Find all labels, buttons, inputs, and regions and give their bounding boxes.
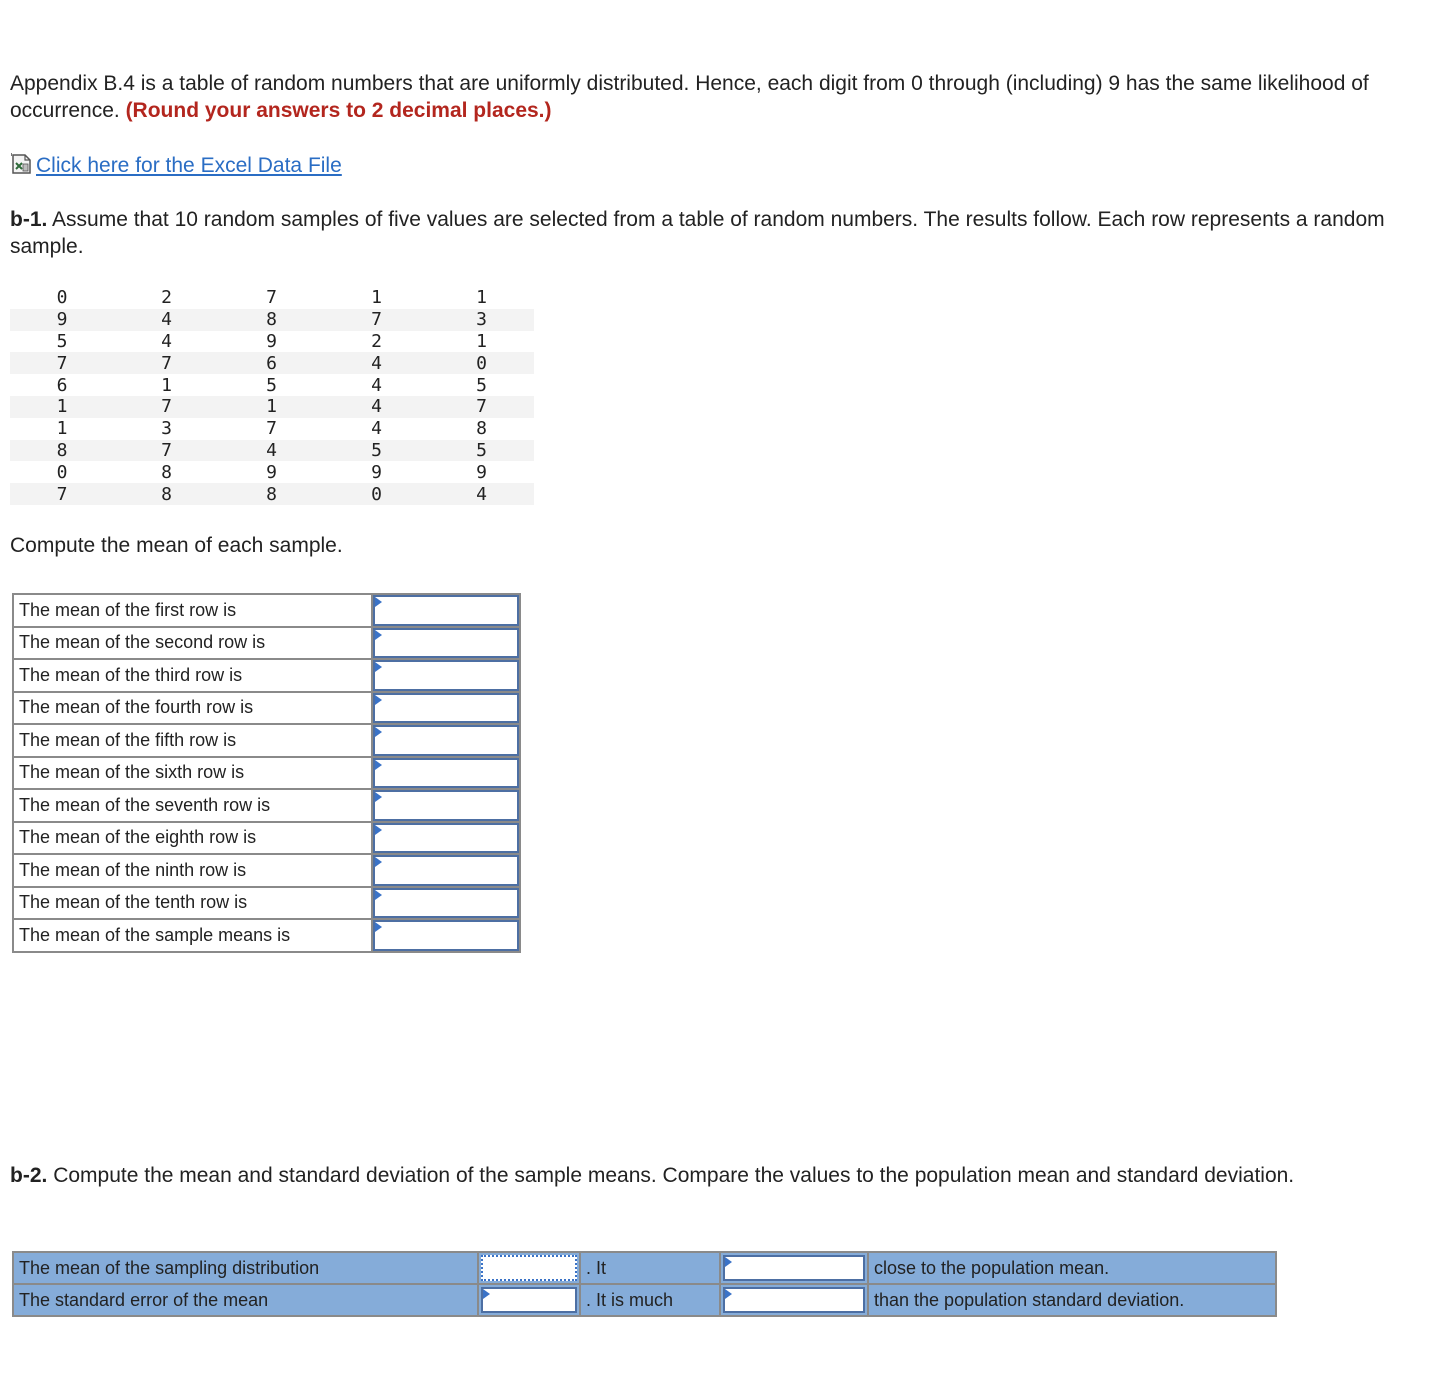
- sample-cell: 7: [114, 440, 219, 462]
- sample-cell: 7: [266, 287, 277, 309]
- sample-cell: 8: [114, 483, 219, 505]
- sample-cell: 8: [10, 440, 114, 462]
- sample-cell: 4: [371, 418, 382, 440]
- sample-row: [10, 309, 534, 331]
- sample-cell: 7: [114, 396, 219, 418]
- sample-cell: 4: [429, 483, 534, 505]
- sample-cell: 8: [161, 461, 172, 483]
- sample-cell: 1: [476, 330, 487, 352]
- sample-cell: 9: [476, 461, 487, 483]
- sample-cell: 7: [10, 483, 114, 505]
- mean-row-label: The mean of the seventh row is: [13, 789, 372, 822]
- b2-mean-input[interactable]: [478, 1252, 580, 1284]
- sample-row: [10, 440, 534, 462]
- mean-row-label: The mean of the eighth row is: [13, 822, 372, 855]
- sample-row: [10, 374, 534, 396]
- sample-cell: 6: [56, 374, 68, 396]
- sample-cell: 0: [56, 461, 68, 483]
- sample-row: [10, 418, 534, 440]
- sample-cell: 2: [371, 330, 382, 352]
- mean-row: [13, 919, 520, 952]
- sample-cell: 4: [324, 396, 429, 418]
- sample-cell: 0: [324, 483, 429, 505]
- sample-row: [10, 352, 534, 374]
- mean-row-label: The mean of the second row is: [13, 627, 372, 660]
- b1-prefix: b-1.: [10, 208, 48, 231]
- sample-cell: 6: [219, 352, 324, 374]
- sample-row: [10, 483, 534, 505]
- sample-cell: 1: [161, 374, 172, 396]
- mean-row-label: The mean of the ninth row is: [13, 854, 372, 887]
- mean-row-label: The mean of the tenth row is: [13, 887, 372, 920]
- answer-box[interactable]: [373, 595, 519, 626]
- mean-row: [13, 854, 520, 887]
- mean-answer-input[interactable]: [372, 659, 520, 692]
- b2-mid-text: . It: [580, 1252, 720, 1284]
- sample-cell: 4: [161, 330, 172, 352]
- sample-cell: 5: [324, 440, 429, 462]
- excel-file-icon: [10, 152, 34, 182]
- sample-means-table: [12, 593, 521, 953]
- sample-row: [10, 331, 534, 353]
- answer-box[interactable]: [373, 823, 519, 854]
- answer-box[interactable]: [373, 920, 519, 951]
- mean-answer-input[interactable]: [372, 887, 520, 920]
- mean-row: [13, 659, 520, 692]
- b2-mid-text: . It is much: [580, 1284, 720, 1316]
- mean-row-label: The mean of the third row is: [13, 659, 372, 692]
- sample-row: [10, 396, 534, 418]
- sample-cell: 5: [476, 374, 487, 396]
- mean-answer-input[interactable]: [372, 757, 520, 790]
- b2-end-text: than the population standard deviation.: [868, 1284, 1276, 1316]
- b2-stderr-compare-dropdown[interactable]: [720, 1284, 868, 1316]
- b2-answer-table: [12, 1251, 1277, 1317]
- answer-box[interactable]: [373, 693, 519, 724]
- mean-answer-input[interactable]: [372, 789, 520, 822]
- b2-stderr-input[interactable]: [478, 1284, 580, 1316]
- sample-cell: 2: [161, 287, 172, 309]
- b2-label: The mean of the sampling distribution: [13, 1252, 478, 1284]
- b2-paragraph: [10, 1162, 1430, 1189]
- sample-cell: 9: [371, 461, 382, 483]
- mean-row: [13, 594, 520, 627]
- mean-answer-input[interactable]: [372, 594, 520, 627]
- mean-row: [13, 789, 520, 822]
- sample-cell: 7: [429, 396, 534, 418]
- sample-cell: 9: [10, 309, 114, 331]
- mean-row: [13, 724, 520, 757]
- sample-cell: 7: [10, 352, 114, 374]
- mean-answer-input[interactable]: [372, 724, 520, 757]
- sample-row: [10, 287, 534, 309]
- mean-row: [13, 757, 520, 790]
- mean-row-label: The mean of the sixth row is: [13, 757, 372, 790]
- mean-row-label: The mean of the first row is: [13, 594, 372, 627]
- mean-answer-input[interactable]: [372, 854, 520, 887]
- mean-answer-input[interactable]: [372, 822, 520, 855]
- mean-row-label: The mean of the fourth row is: [13, 692, 372, 725]
- sample-cell: 9: [266, 461, 277, 483]
- mean-row: [13, 822, 520, 855]
- b2-row-stderr: [13, 1284, 1276, 1316]
- sample-cell: 1: [56, 418, 68, 440]
- b2-end-text: close to the population mean.: [868, 1252, 1276, 1284]
- sample-cell: 0: [429, 352, 534, 374]
- answer-box[interactable]: [373, 725, 519, 756]
- b2-label: The standard error of the mean: [13, 1284, 478, 1316]
- sample-cell: 7: [114, 352, 219, 374]
- b2-prefix: b-2.: [10, 1164, 48, 1187]
- intro-paragraph: [10, 70, 1454, 124]
- b2-text: Compute the mean and standard deviation of the sample means. Compare the values to the population mean and standard deviation.: [53, 1164, 1295, 1187]
- answer-box[interactable]: [373, 660, 519, 691]
- b1-text: Assume that 10 random samples of five values are selected from a table of random numbers. The results follow. Each row represents a random sample.: [10, 208, 1385, 258]
- sample-cell: 5: [266, 374, 277, 396]
- mean-row-label: The mean of the sample means is: [13, 919, 372, 952]
- mean-answer-input[interactable]: [372, 627, 520, 660]
- sample-cell: 5: [429, 440, 534, 462]
- excel-data-file-link[interactable]: [10, 152, 342, 182]
- sample-cell: 7: [324, 309, 429, 331]
- mean-answer-input[interactable]: [372, 692, 520, 725]
- intro-text: Appendix B.4 is a table of random numbers that are uniformly distributed. Hence, each digit from 0 through (including) 9 has the same likelihood of occurrence.: [10, 72, 1369, 122]
- sample-cell: 8: [476, 418, 487, 440]
- sample-cell: 0: [56, 287, 68, 309]
- answer-box[interactable]: [373, 628, 519, 659]
- mean-row-label: The mean of the fifth row is: [13, 724, 372, 757]
- sample-cell: 4: [371, 374, 382, 396]
- sample-cell: 4: [114, 309, 219, 331]
- sample-cell: 4: [324, 352, 429, 374]
- mean-row: [13, 887, 520, 920]
- rounding-instruction: (Round your answers to 2 decimal places.): [125, 99, 552, 122]
- answer-box[interactable]: [373, 888, 519, 919]
- sample-cell: 1: [476, 287, 487, 309]
- answer-box[interactable]: [373, 790, 519, 821]
- sample-cell: 8: [219, 483, 324, 505]
- sample-cell: 7: [266, 418, 277, 440]
- sample-cell: 5: [56, 330, 68, 352]
- sample-cell: 8: [219, 309, 324, 331]
- sample-cell: 1: [10, 396, 114, 418]
- answer-box[interactable]: [373, 758, 519, 789]
- mean-answer-input[interactable]: [372, 919, 520, 952]
- sample-cell: 1: [371, 287, 382, 309]
- sample-cell: 1: [219, 396, 324, 418]
- random-samples-table: [10, 287, 534, 505]
- b2-row-mean: [13, 1252, 1276, 1284]
- mean-row: [13, 627, 520, 660]
- b2-mean-compare-dropdown[interactable]: [720, 1252, 868, 1284]
- sample-cell: 4: [219, 440, 324, 462]
- sample-row: [10, 461, 534, 483]
- excel-link-text[interactable]: Click here for the Excel Data File: [36, 154, 342, 177]
- sample-cell: 3: [429, 309, 534, 331]
- mean-row: [13, 692, 520, 725]
- compute-instruction: Compute the mean of each sample.: [10, 534, 343, 557]
- sample-cell: 9: [266, 330, 277, 352]
- sample-cell: 3: [161, 418, 172, 440]
- answer-box[interactable]: [373, 855, 519, 886]
- b1-paragraph: [10, 206, 1430, 260]
